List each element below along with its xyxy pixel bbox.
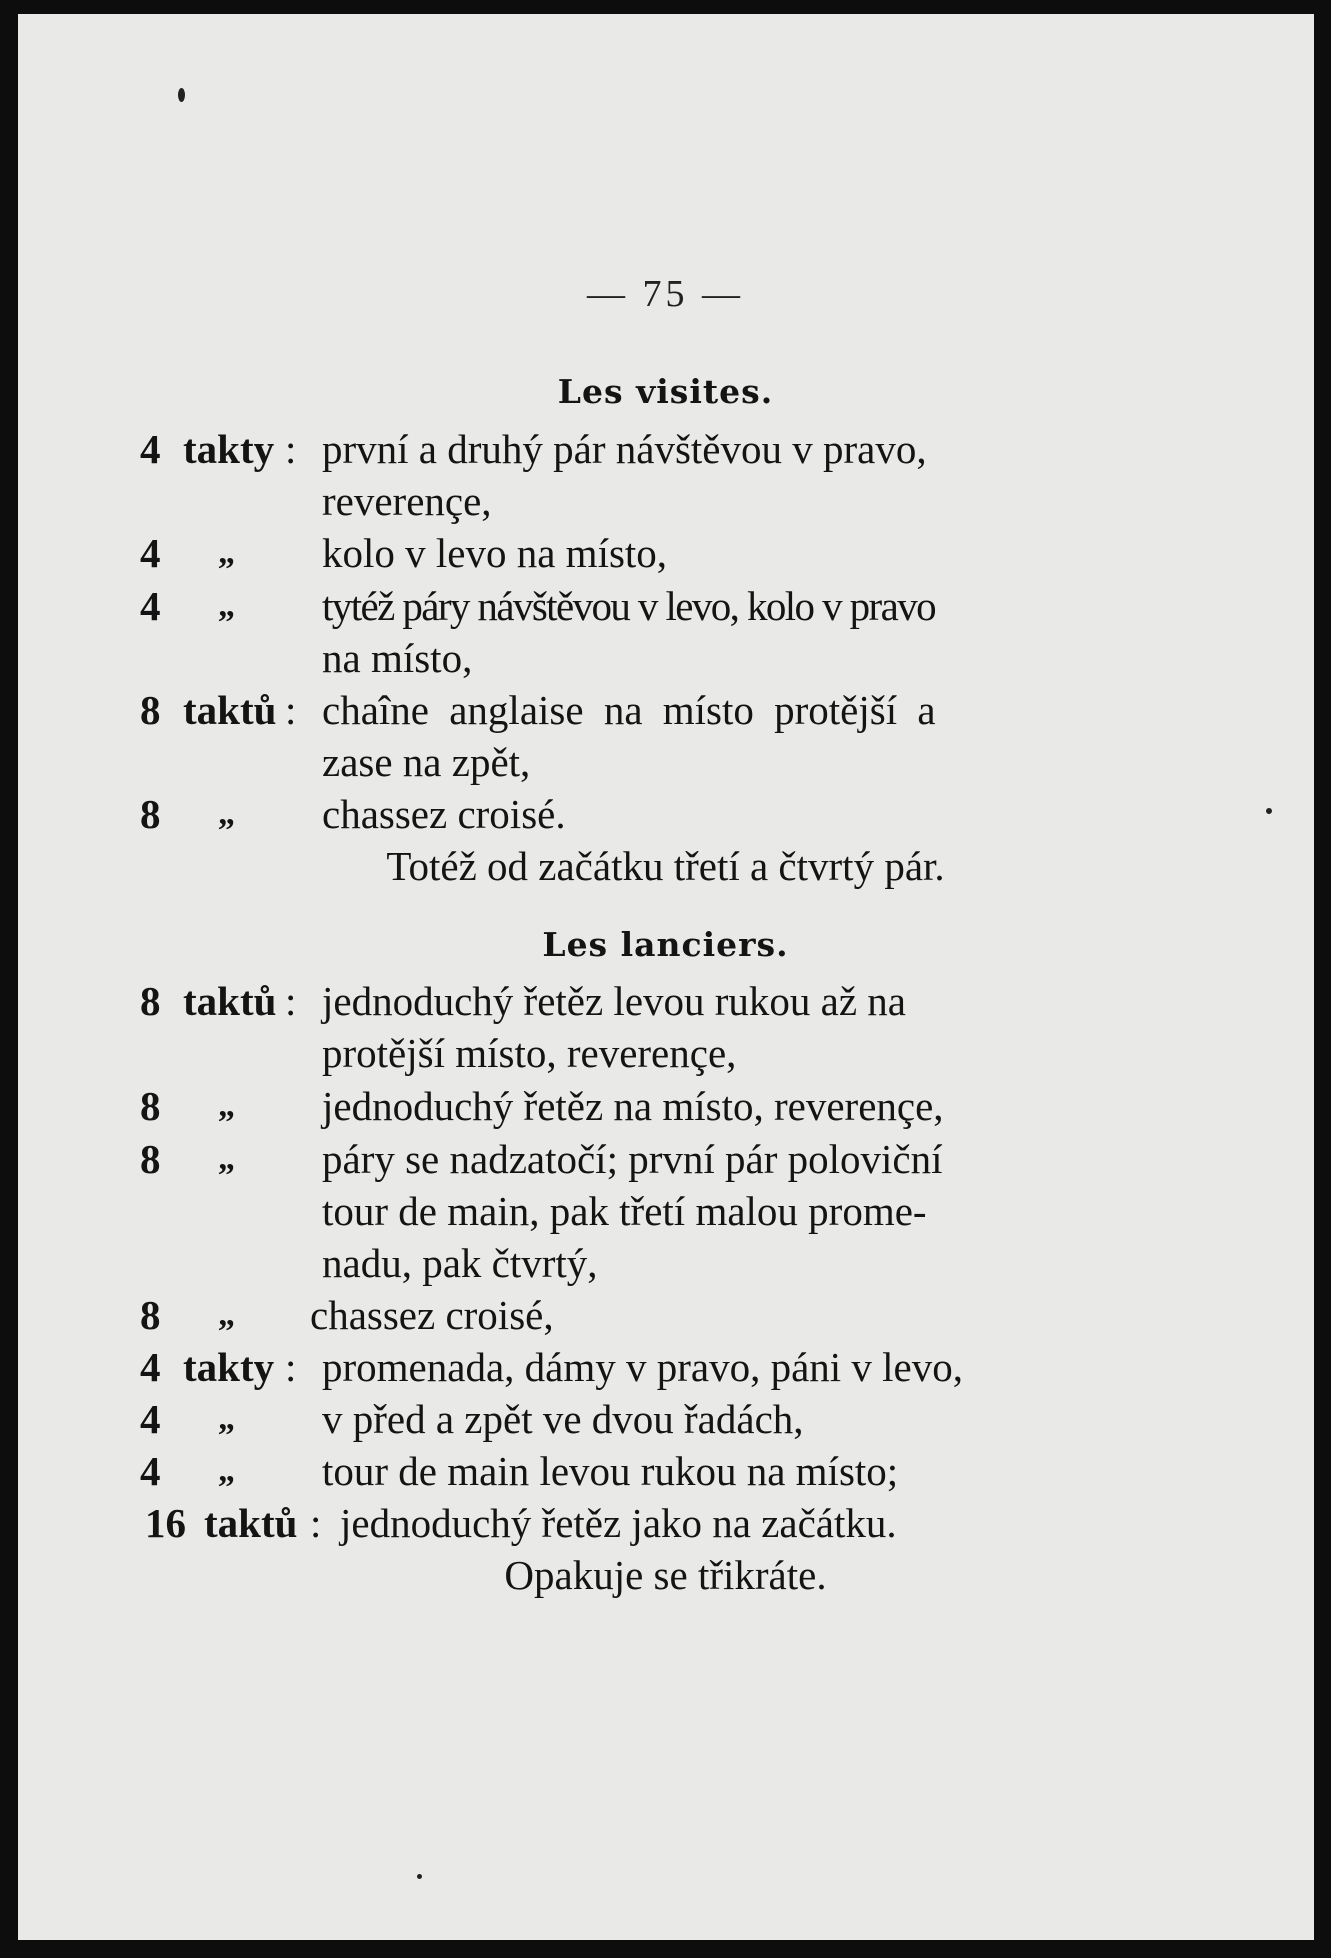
instruction-line: tour de main, pak třetí malou prome- bbox=[322, 1188, 927, 1234]
instruction-line: 8 „ jednoduchý řetěz na místo, reverençe, bbox=[140, 1083, 944, 1129]
instruction-line: 16 taktů : jednoduchý řetěz jako na začátku. bbox=[145, 1500, 897, 1546]
instruction-line: 4 „ tytéž páry návštěvou v levo, kolo v pravo bbox=[140, 583, 936, 629]
instruction-line: reverençe, bbox=[322, 478, 492, 524]
instruction-line: na místo, bbox=[322, 635, 473, 681]
instruction-line: 4 „ tour de main levou rukou na místo; bbox=[140, 1448, 899, 1494]
instruction-line: 4 „ v před a zpět ve dvou řadách, bbox=[140, 1396, 804, 1442]
section-closing-line: Totéž od začátku třetí a čtvrtý pár. bbox=[386, 843, 945, 889]
instruction-line: 4 takty : promenada, dámy v pravo, páni v levo, bbox=[140, 1344, 964, 1390]
page-number: — 75 — bbox=[587, 273, 744, 315]
section-closing-line: Opakuje se třikráte. bbox=[504, 1552, 827, 1598]
instruction-line: 4 „ kolo v levo na místo, bbox=[140, 530, 668, 576]
section-title-les-lanciers: Les lanciers. bbox=[542, 925, 789, 964]
instruction-line: 8 „ chassez croisé. bbox=[140, 791, 566, 837]
instruction-line: nadu, pak čtvrtý, bbox=[322, 1240, 598, 1286]
instruction-line: 8 taktů : jednoduchý řetěz levou rukou až na bbox=[140, 978, 907, 1024]
ink-speck bbox=[417, 1874, 422, 1879]
instruction-line: protější místo, reverençe, bbox=[322, 1030, 737, 1076]
section-title-les-visites: Les visites. bbox=[557, 372, 774, 411]
instruction-line: zase na zpět, bbox=[322, 739, 531, 785]
instruction-line: 8 „ páry se nadzatočí; první pár poloviční bbox=[140, 1136, 943, 1182]
instruction-line: 8 taktů : chaîne anglaise na místo protější a bbox=[140, 687, 936, 733]
instruction-line: 8 „ chassez croisé, bbox=[140, 1292, 554, 1338]
ink-speck bbox=[178, 88, 185, 102]
instruction-line: 4 takty : první a druhý pár návštěvou v pravo, bbox=[140, 426, 927, 472]
